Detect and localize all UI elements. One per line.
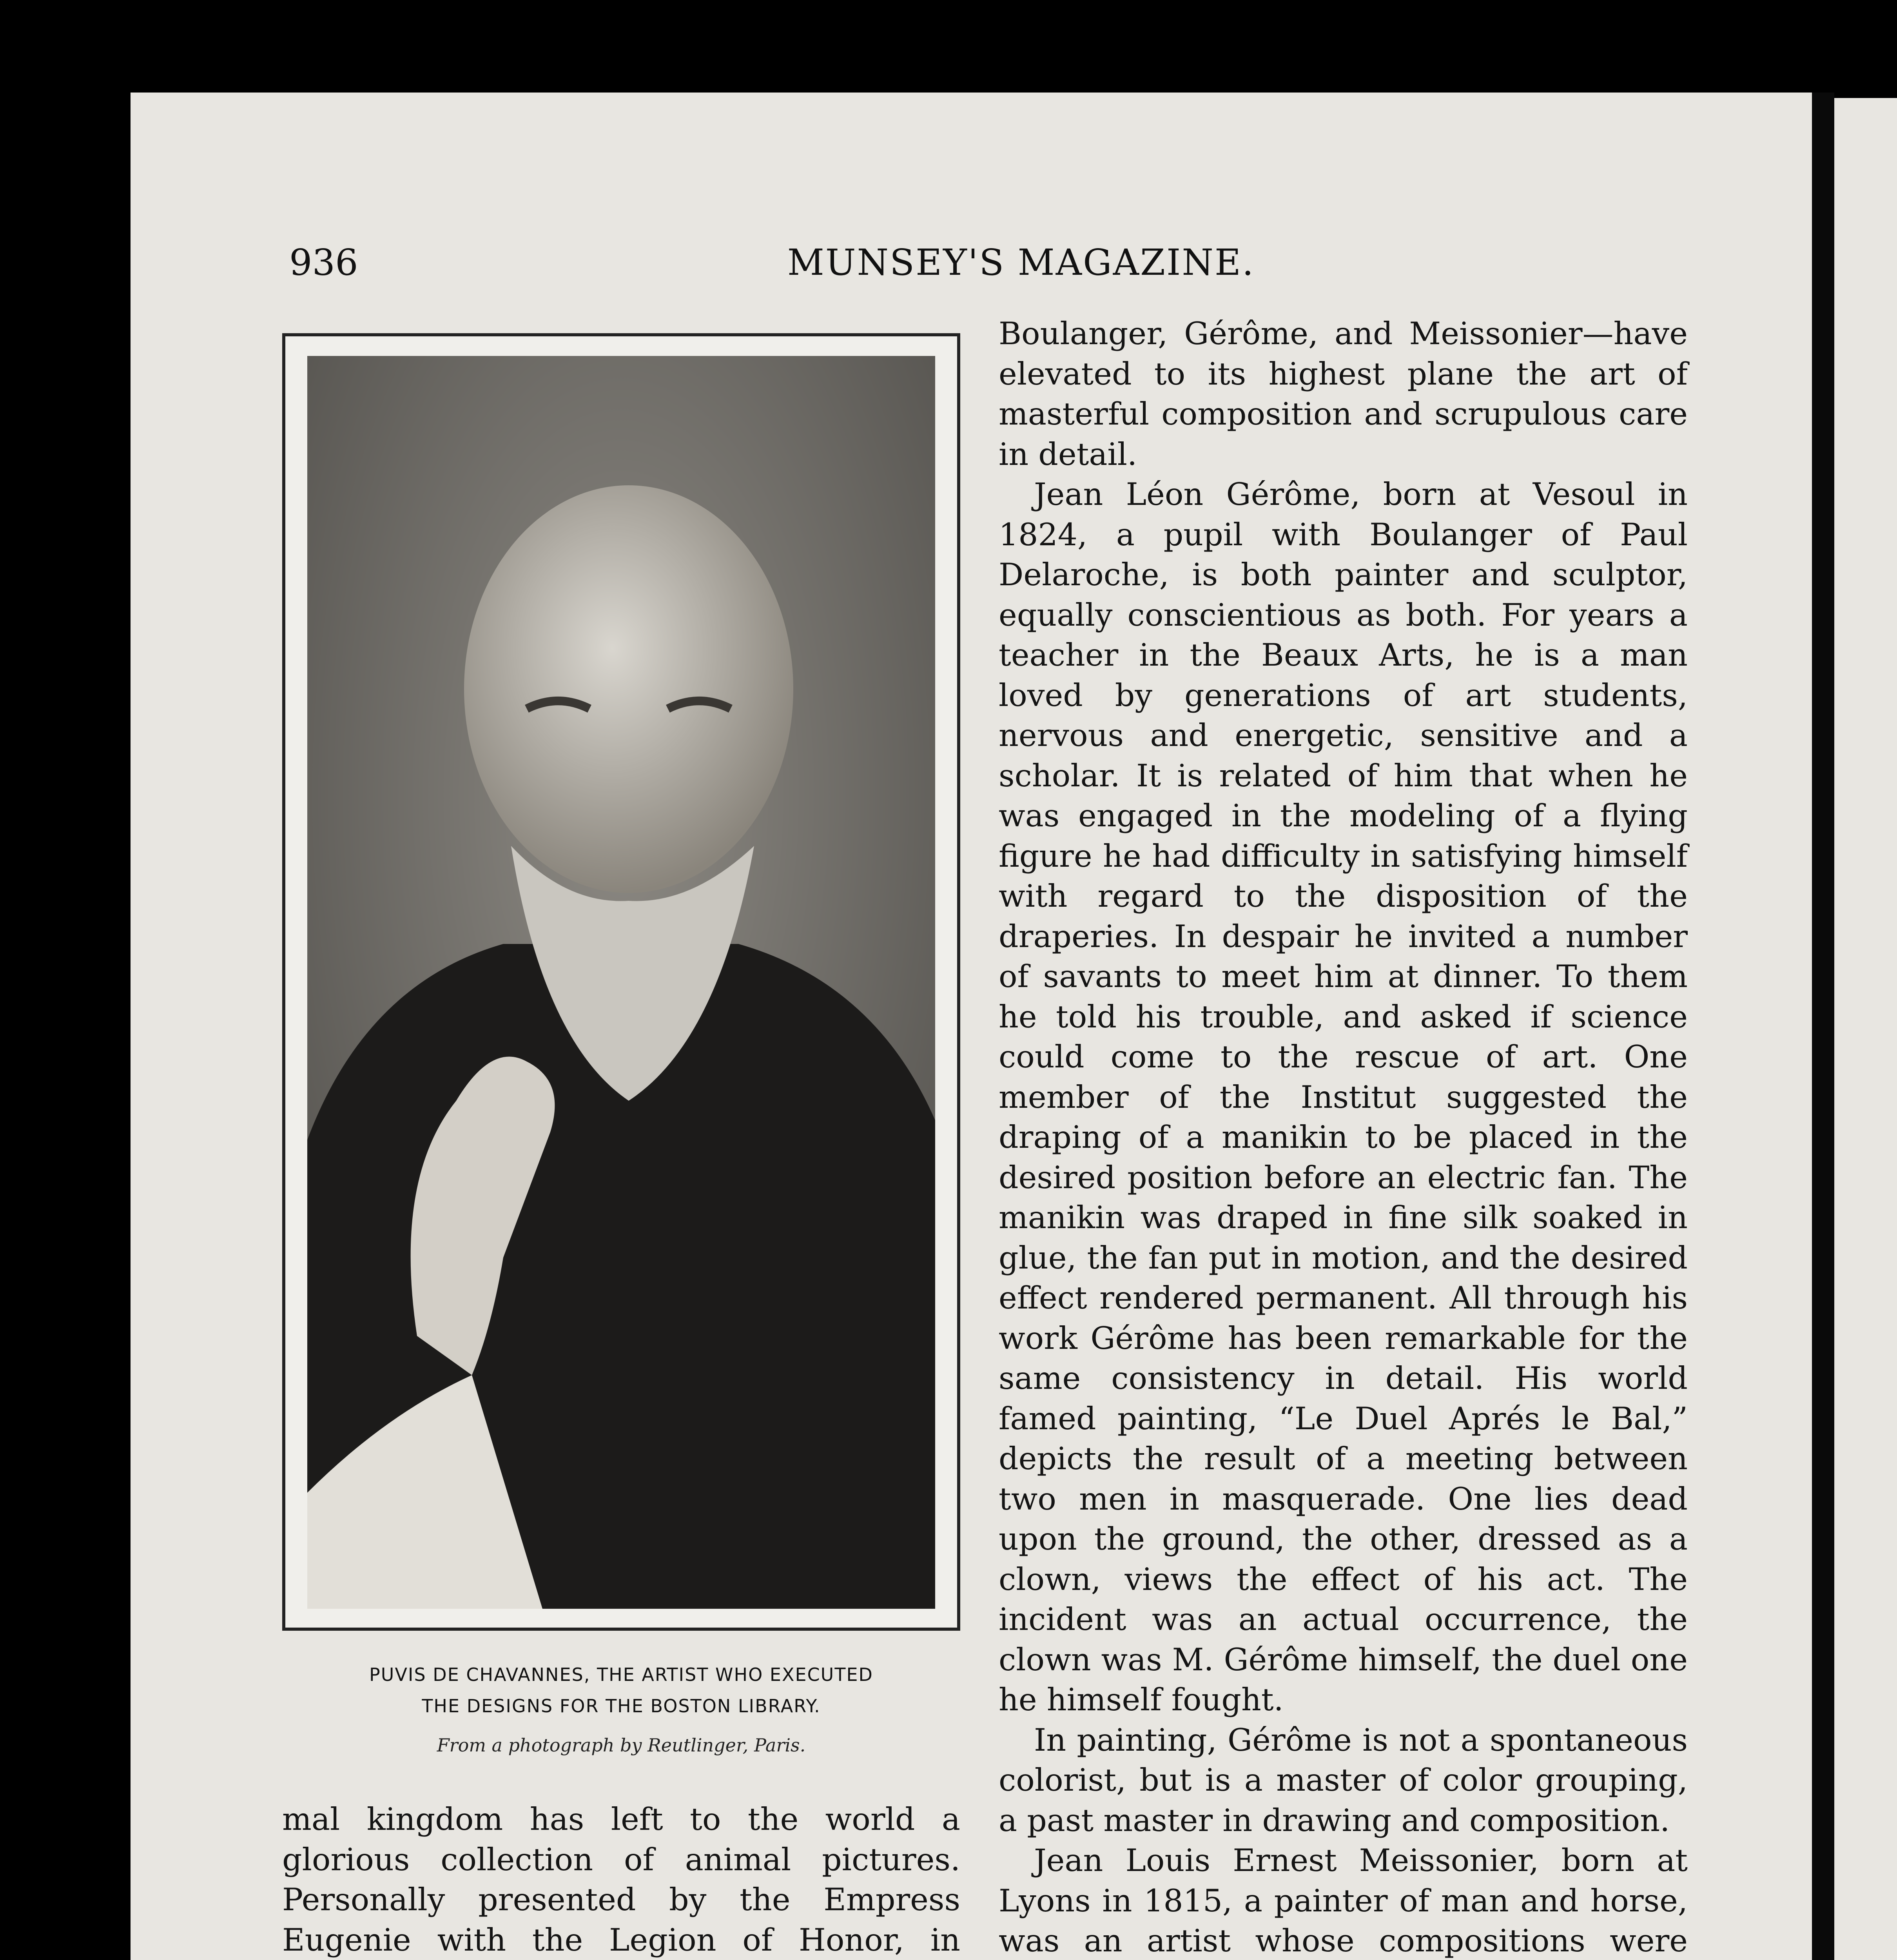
next-page-edge <box>1834 98 1897 1960</box>
right-paragraph-3: In painting, Gérôme is not a spontaneous colorist, but is a master of color grouping, a past master in drawing and composition. <box>999 1722 1688 1838</box>
portrait-figure <box>282 333 960 1631</box>
portrait-illustration-icon <box>307 356 935 1609</box>
portrait-photo <box>307 356 935 1609</box>
running-head: MUNSEY'S MAGAZINE. <box>787 241 1255 283</box>
figure-caption-line1: PUVIS DE CHAVANNES, THE ARTIST WHO EXECUTED <box>369 1664 873 1685</box>
left-paragraph-1: mal kingdom has left to the world a glorious collection of animal pictures. Personally presented by the Empress Eugenie with the Legion of Honor, in <box>282 1801 960 1958</box>
right-paragraph-4: Jean Louis Ernest Meissonier, born at Lyons in 1815, a painter of man and horse, was an artist whose compositions were <box>999 1842 1688 1959</box>
page-number: 936 <box>289 241 358 283</box>
right-paragraph-2: Jean Léon Gérôme, born at Vesoul in 1824, a pupil with Boulanger of Paul Delaroche, is both painter and sculptor, equally conscientious as both. For years a teacher in the Beaux Arts, he is a man loved by generations of art students, nervous and energetic, sensitive and a scholar. It is related of him that when he was engaged in the modeling of a flying figure he had difficulty in satisfying himself with regard to the disposition of the draperies. In despair he invited a number of savants to meet him at dinner. To them he told his trouble, and asked if science could come to the rescue of art. One member of the Institut suggested the draping of a manikin to be placed in the desired position before an electric fan. The manikin was draped in fine silk soaked in glue, the fan put in motion, and the desired effect rendered permanent. All through his work Gérôme has been remarkable for the same consistency in detail. His world famed painting, “Le Duel Aprés le Bal,” depicts the result of a meeting between two men in masquerade. One lies dead upon the ground, the other, dressed as a clown, views the effect of his act. The incident was an actual occurrence, the clown was M. Gérôme himself, the duel one he himself fought. <box>999 476 1688 1718</box>
right-column <box>999 314 1688 1960</box>
left-column <box>282 1799 960 1960</box>
photo-credit: From a photograph by Reutlinger, Paris. <box>437 1735 806 1756</box>
figure-caption-line2: THE DESIGNS FOR THE BOSTON LIBRARY. <box>422 1695 821 1717</box>
right-paragraph-1: Boulanger, Gérôme, and Meissonier—have elevated to its highest plane the art of masterful composition and scrupulous care in detail. <box>999 316 1688 472</box>
page-gutter <box>1812 93 1834 1960</box>
